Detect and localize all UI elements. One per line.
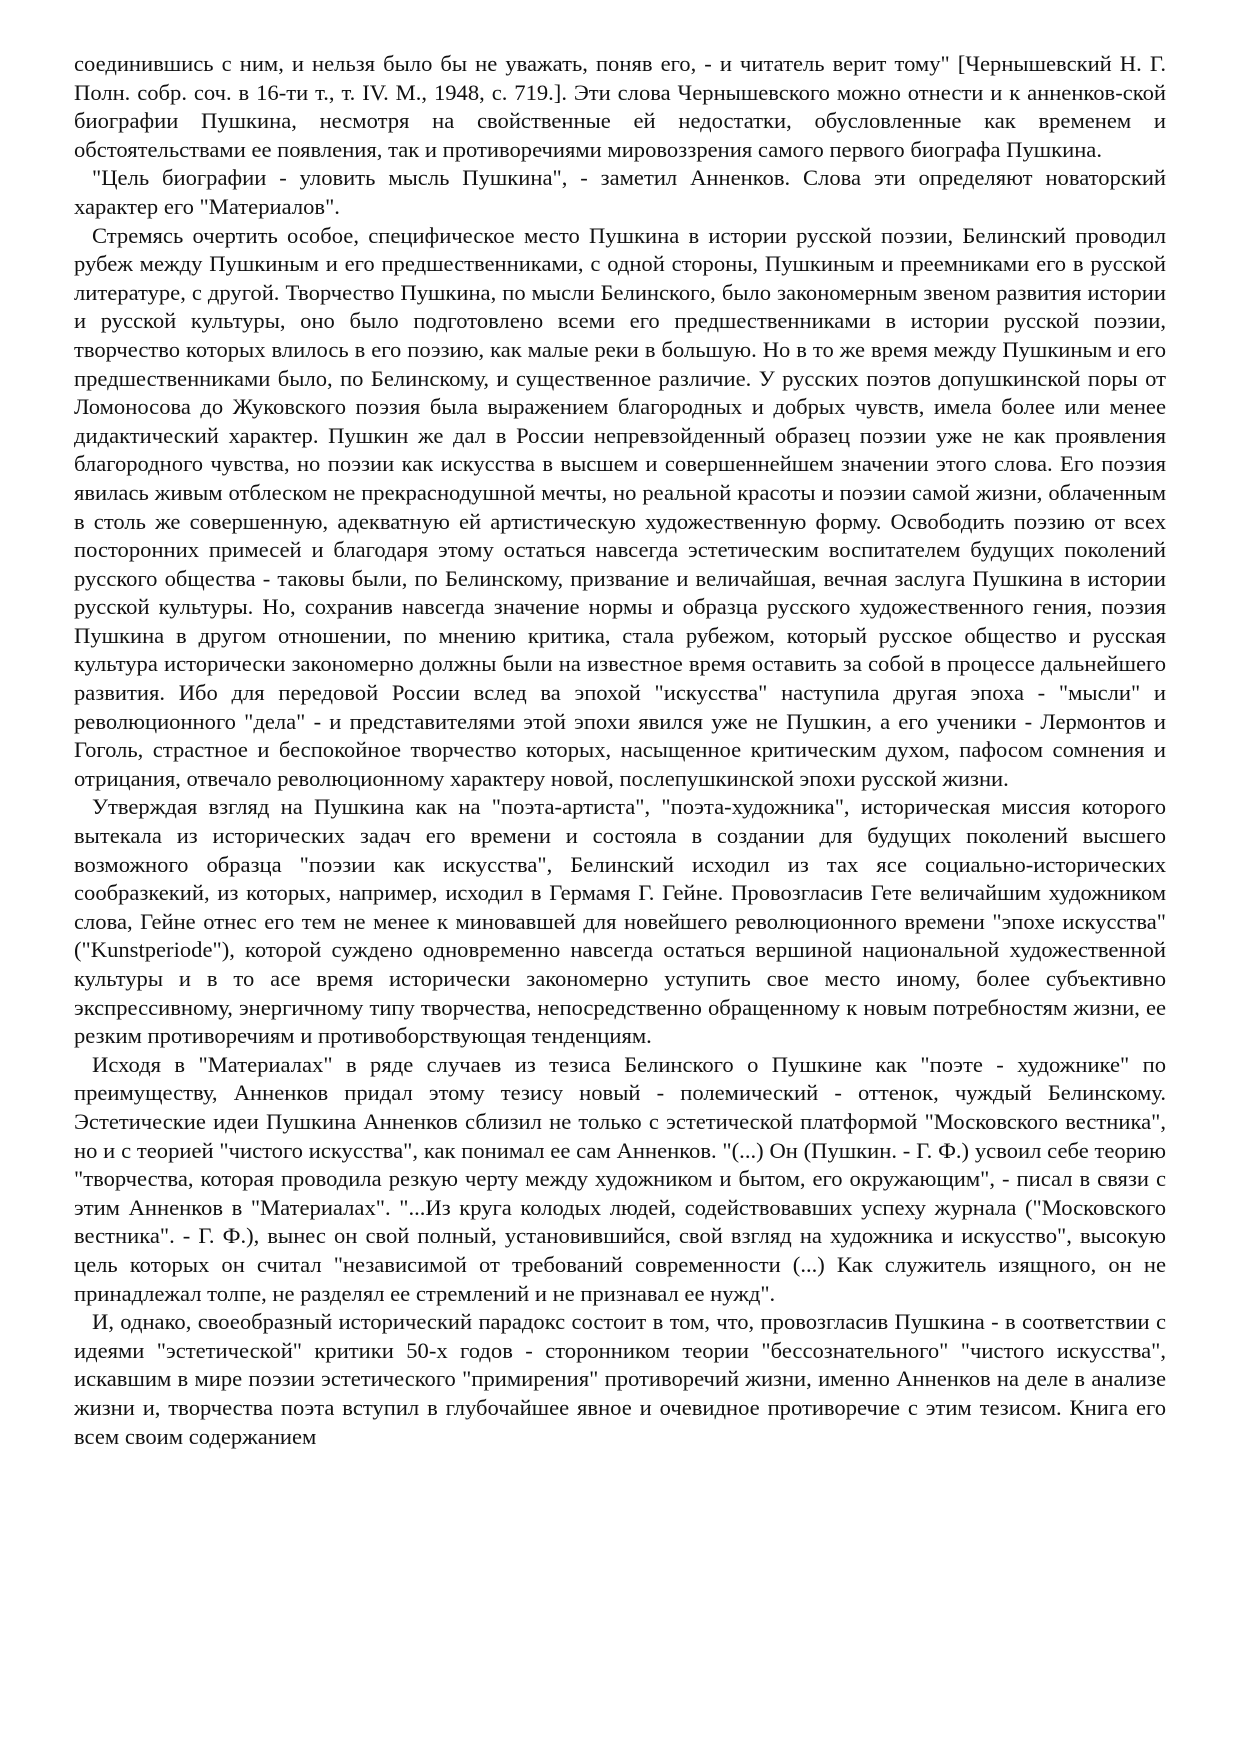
document-page xyxy=(74,50,1166,1740)
paragraph-poet-artist: Утверждая взгляд на Пушкина как на "поэта-артиста", "поэта-художника", историческая миссия которого вытекала из исторических задач его времени и состояла в создании для будущих поколений высшего возможного образца "поэзии как искусства", Белинский исходил из тах ясе социально-исторических сообразкекий, из которых, например, исходил в Гермамя Г. Гейне. Провозгласив Гете величайшим художником слова, Гейне отнес его тем не менее к миновавшей для новейшего революционного времени "эпохе искусства" ("Kunstperiode"), которой суждено одновременно навсегда остаться вершиной национальной художественной культуры и в то асе время исторически закономерно уступить свое место иному, более субъективно экспрессивному, энергичному типу творчества, непосредственно обращенному к новым потребностям жизни, ее резким противоречиям и противоборствующая тенденциям. xyxy=(74,794,1166,1049)
paragraph-belinsky-boundary: Стремясь очертить особое, специфическое место Пушкина в истории русской поэзии, Белинский проводил рубеж между Пушкиным и его предшественниками, с одной стороны, Пушкиным и преемниками его в русской литературе, с другой. Творчество Пушкина, по мысли Белинского, было закономерным звеном развития истории и русской культуры, оно было подготовлено всеми его предшественниками в истории русской поэзии, творчество которых влилось в его поэзию, как малые реки в большую. Но в то же время между Пушкиным и его предшественниками было, по Белинскому, и существенное различие. У русских поэтов допушкинской поры от Ломоносова до Жуковского поэзия была выражением благородных и добрых чувств, имела более или менее дидактический характер. Пушкин же дал в России непревзойденный образец поэзии уже не как проявления благородного чувства, но поэзии как искусства в высшем и совершеннейшем значении этого слова. Его поэзия явилась живым отблеском не прекраснодушной мечты, но реальной красоты и поэзии самой жизни, облаченным в столь же совершенную, адекватную ей артистическую художественную форму. Освободить поэзию от всех посторонних примесей и благодаря этому остаться навсегда эстетическим воспитателем будущих поколений русского общества - таковы были, по Белинскому, призвание и величайшая, вечная заслуга Пушкина в истории русской культуры. Но, сохранив навсегда значение нормы и образца русского художественного гения, поэзия Пушкина в другом отношении, по мнению критика, стала рубежом, который русское общество и русская культура исторически закономерно должны были на известное время оставить за собой в процессе дальнейшего развития. Ибо для передовой России вслед ва эпохой "искусства" наступила другая эпоха - "мысли" и революционного "дела" - и представителями этой эпохи явился уже не Пушкин, а его ученики - Лермонтов и Гоголь, страстное и беспокойное творчество которых, насыщенное критическим духом, пафосом сомнения и отрицания, отвечало революционному характеру новой, послепушкинской эпохи русской жизни. xyxy=(74,222,1166,791)
paragraph-continuation: соединившись с ним, и нельзя было бы не уважать, поняв его, - и читатель верит тому" [Чернышевский Н. Г. Полн. собр. соч. в 16-ти т., т. IV. М., 1948, с. 719.]. Эти слова Чернышевского можно отнести и к анненков-ской биографии Пушкина, несмотря на свойственные ей недостатки, обусловленные как временем и обстоятельствами ее появления, так и противоречиями мировоззрения самого первого биографа Пушкина. xyxy=(74,51,1166,162)
paragraph-annenkov-thesis: Исходя в "Материалах" в ряде случаев из тезиса Белинского о Пушкине как "поэте - художнике" по преимуществу, Анненков придал этому тезису новый - полемический - оттенок, чуждый Белинскому. Эстетические идеи Пушкина Анненков сблизил не только с эстетической платформой "Московского вестника", но и с теорией "чистого искусства", как понимал ее сам Анненков. "(...) Он (Пушкин. - Г. Ф.) усвоил себе теорию "творчества, которая проводила резкую черту между художником и бытом, его окружающим", - писал в связи с этим Анненков в "Материалах". "...Из круга колодых людей, содействовавших успеху журнала ("Московского вестника". - Г. Ф.), вынес он свой полный, установившийся, свой взгляд на художника и искусство", высокую цель которых он считал "независимой от требований современности (...) Как служитель изящного, он не принадлежал толпе, не разделял ее стремлений и не признавал ее нужд". xyxy=(74,1051,1166,1306)
paragraph-biography-goal: "Цель биографии - уловить мысль Пушкина", - заметил Анненков. Слова эти определяют новаторский характер его "Материалов". xyxy=(74,165,1166,219)
paragraph-historical-paradox: И, однако, своеобразный исторический парадокс состоит в том, что, провозгласив Пушкина - в соответствии с идеями "эстетической" критики 50-х годов - сторонником теории "бессознательного" "чистого искусства", искавшим в мире поэзии эстетического "примирения" противоречий жизни, именно Анненков на деле в анализе жизни и, творчества поэта вступил в глубочайшее явное и очевидное противоречие с этим тезисом. Книга его всем своим содержанием xyxy=(74,1309,1166,1449)
